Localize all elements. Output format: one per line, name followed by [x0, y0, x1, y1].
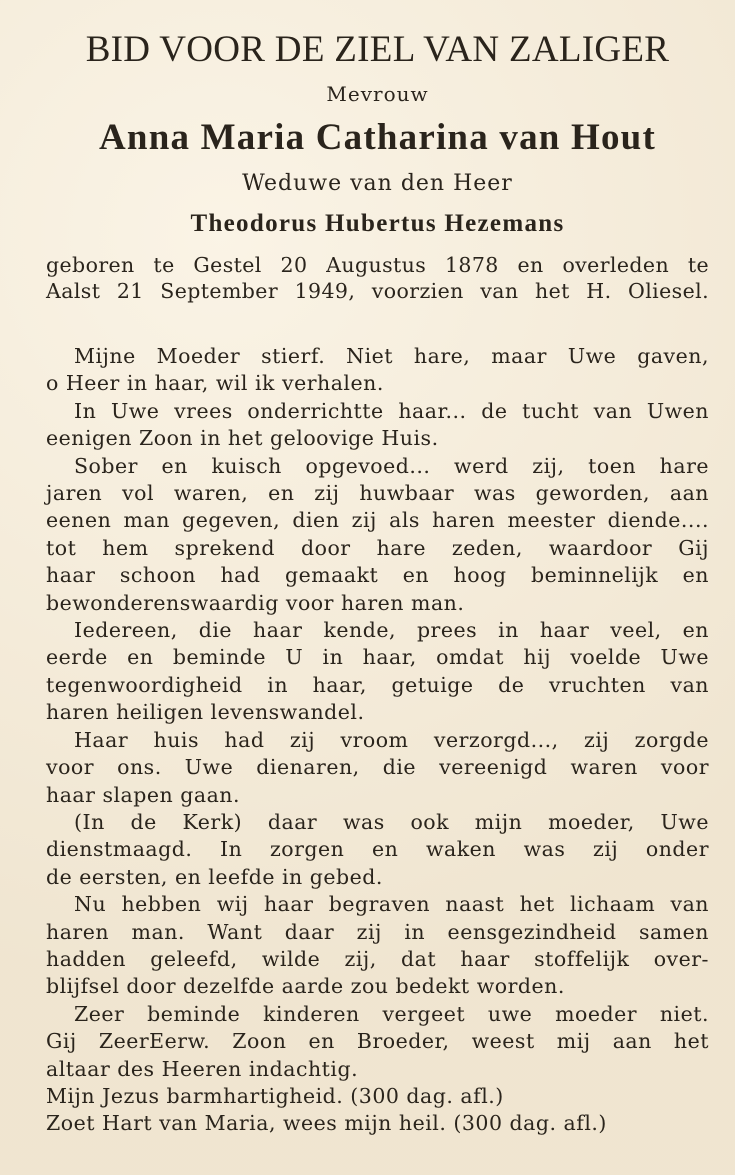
prayer-line: voor ons. Uwe dienaren, die vereenigd waren voor — [46, 755, 709, 780]
prayer-line: Haar huis had zij vroom verzorgd..., zij zorgde — [74, 727, 709, 752]
prayer-line: tot hem sprekend door hare zeden, waardoor Gij — [46, 535, 709, 560]
spouse-name: Theodorus Hubertus Hezemans — [190, 210, 565, 237]
prayer-line: Zeer beminde kinderen vergeet uwe moeder niet. — [74, 1001, 709, 1026]
prayer-line: haren heiligen levenswandel. — [46, 700, 365, 725]
prayer-line: (In de Kerk) daar was ook mijn moeder, Uwe — [74, 809, 709, 834]
prayer-line: Iedereen, die haar kende, prees in haar veel, en — [74, 618, 709, 643]
prayer-line: Mijne Moeder stierf. Niet hare, maar Uwe gaven, — [74, 344, 709, 368]
prayer-line: eerde en beminde U in haar, omdat hij voelde Uwe — [46, 645, 709, 670]
prayer-line: de eersten, en leefde in gebed. — [46, 864, 383, 889]
prayer-line: Nu hebben wij haar begraven naast het lichaam van — [74, 892, 709, 917]
prayer-line: In Uwe vrees onderrichtte haar... de tucht van Uwen — [74, 398, 709, 423]
birth-line-2: Aalst 21 September 1949, voorzien van het H. Oliesel. — [46, 279, 709, 303]
prayer-line: bewonderenswaardig voor haren man. — [46, 590, 465, 615]
relation-text: Weduwe van den Heer — [242, 171, 513, 196]
indulgence-line: Mijn Jezus barmhartigheid. (300 dag. afl.) — [46, 1083, 504, 1108]
birth-death-info — [46, 252, 709, 304]
prayer-line: jaren vol waren, en zij huwbaar was geworden, aan — [46, 481, 709, 506]
prayer-line: haar slapen gaan. — [46, 782, 241, 807]
prayer-line: eenen man gegeven, dien zij als haren meester diende.... — [46, 508, 709, 533]
divider — [46, 326, 709, 327]
prayer-line: o Heer in haar, wil ik verhalen. — [46, 371, 384, 396]
honorific: Mevrouw — [326, 82, 429, 106]
prayer-line: hadden geleefd, wilde zij, dat haar stoffelijk over- — [46, 946, 709, 971]
card-title: BID VOOR DE ZIEL VAN ZALIGER — [85, 29, 670, 70]
prayer-line: haar schoon had gemaakt en hoog beminnelijk en — [46, 563, 709, 588]
prayer-line: dienstmaagd. In zorgen en waken was zij onder — [46, 837, 709, 862]
prayer-line: altaar des Heeren indachtig. — [46, 1056, 359, 1081]
prayer-text — [46, 343, 709, 1138]
deceased-name: Anna Maria Catharina van Hout — [99, 117, 656, 158]
indulgence-line: Zoet Hart van Maria, wees mijn heil. (300 dag. afl.) — [46, 1111, 607, 1136]
birth-line-1: geboren te Gestel 20 Augustus 1878 en overleden te — [46, 253, 709, 277]
prayer-line: haren man. Want daar zij in eensgezindheid samen — [46, 919, 709, 944]
prayer-line: tegenwoordigheid in haar, getuige de vruchten van — [46, 672, 709, 697]
prayer-line: blijfsel door dezelfde aarde zou bedekt worden. — [46, 974, 565, 999]
prayer-line: Gij ZeerEerw. Zoon en Broeder, weest mij aan het — [46, 1029, 709, 1054]
prayer-line: Sober en kuisch opgevoed... werd zij, toen hare — [74, 453, 709, 478]
prayer-line: eenigen Zoon in het geloovige Huis. — [46, 426, 439, 451]
